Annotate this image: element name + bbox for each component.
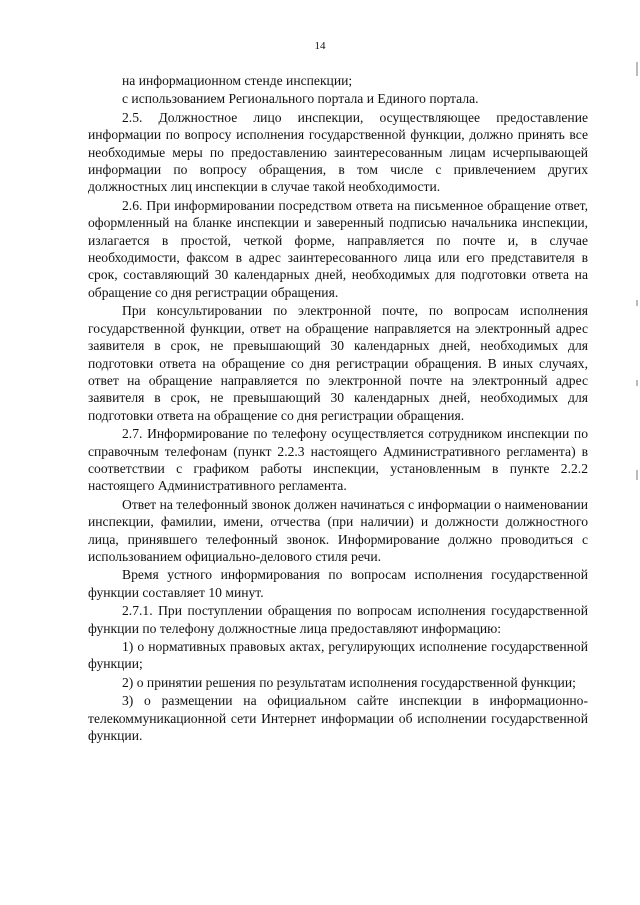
page-number: 14 <box>314 40 326 52</box>
paragraph: 2.7. Информирование по телефону осуществляется сотрудником инспекции по справочным телефонам (пункт 2.2.3 настоящего Административного регламента) в соответствии с графиком работы инспекции, установленным в пункте 2.2.2 настоящего Административного регламента. <box>88 426 588 494</box>
paragraph: с использованием Регионального портала и Единого портала. <box>122 91 479 107</box>
paragraph: Ответ на телефонный звонок должен начинаться с информации о наименовании инспекции, фамилии, имени, отчества (при наличии) и должности должностного лица, принявшего телефонный звонок. Информирование должно проводиться с использованием официально-делового стиля речи. <box>88 496 588 564</box>
paragraph: 2.6. При информировании посредством ответа на письменное обращение ответ, оформленный на бланке инспекции и заверенный подписью начальника инспекции, излагается в простой, четкой форме, направляется по почте и, в случае необходимости, факсом в адрес заинтересованного лица или его представителя в срок, составляющий 30 календарных дней, необходимых для подготовки ответа на обращение со дня регистрации обращения. <box>88 197 588 300</box>
paragraph: 2.5. Должностное лицо инспекции, осуществляющее предоставление информации по вопросу исполнения государственной функции, должно принять все необходимые меры по предоставлению заинтересованным лицам исчерпывающей информации по вопросу обращения, в том числе с привлечением других должностных лиц инспекции в случае такой необходимости. <box>88 109 588 195</box>
paragraph: на информационном стенде инспекции; <box>122 73 353 88</box>
paragraph: При консультировании по электронной почте, по вопросам исполнения государственной функции, ответ на обращение направляется на электронный адрес заявителя в срок, не превышающий 30 календарных дней, необходимых для подготовки ответа на обращение со дня регистрации обращения. В иных случаях, ответ на обращение направляется по электронной почте на электронный адрес заявителя в срок, не превышающий 30 календарных дней, необходимых для подготовки ответа на обращение со дня регистрации обращения. <box>88 303 588 423</box>
scan-artifact <box>636 380 638 386</box>
paragraph: Время устного информирования по вопросам исполнения государственной функции составляет 10 минут. <box>88 567 588 600</box>
scan-artifact <box>636 300 638 306</box>
scan-artifact <box>636 62 638 76</box>
document-body <box>88 72 588 745</box>
paragraph: 2.7.1. При поступлении обращения по вопросам исполнения государственной функции по телефону должностные лица предоставляют информацию: <box>88 603 588 636</box>
paragraph: 2) о принятии решения по результатам исполнения государственной функции; <box>122 674 576 690</box>
scan-artifact <box>636 470 638 480</box>
paragraph: 1) о нормативных правовых актах, регулирующих исполнение государственной функции; <box>88 639 588 672</box>
paragraph: 3) о размещении на официальном сайте инспекции в информационно-телекоммуникационной сети Интернет информации об исполнении государственной функции. <box>88 693 588 744</box>
